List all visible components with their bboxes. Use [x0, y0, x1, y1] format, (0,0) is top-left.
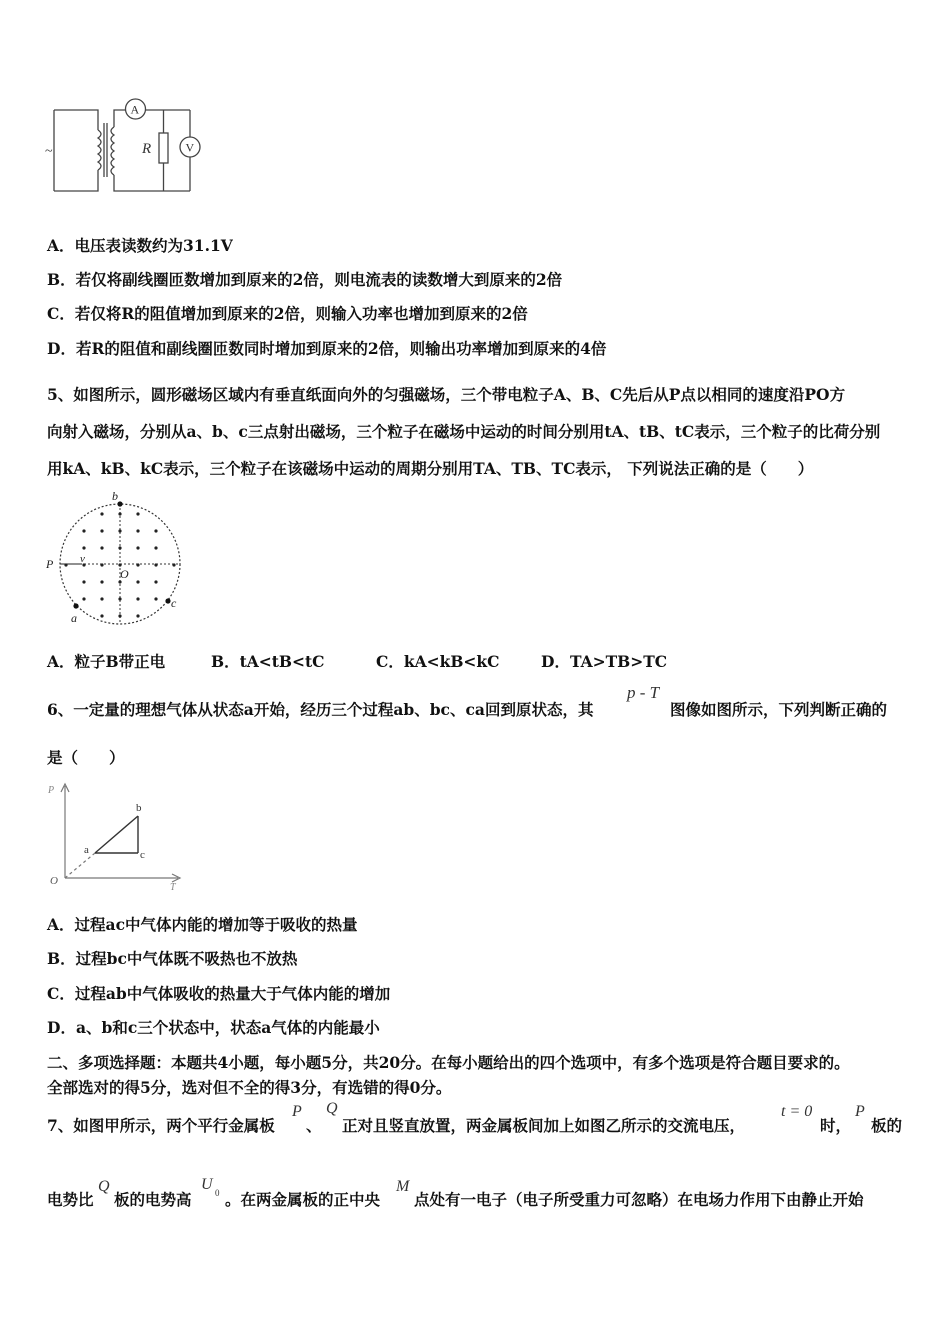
field-dot: [100, 529, 103, 532]
field-dot: [82, 580, 85, 583]
q5-option-a: A．粒子B带正电: [47, 652, 166, 671]
ammeter-label: A: [130, 102, 140, 117]
q7-plate-q-2: Q: [98, 1178, 110, 1195]
q5-option-b: B．tA<tB<tC: [211, 652, 325, 671]
q7-voltage-subscript: 0: [215, 1188, 220, 1198]
field-dot: [100, 546, 103, 549]
field-dot: [136, 529, 139, 532]
field-dot: [136, 614, 139, 617]
field-dot: [118, 546, 121, 549]
q6-option-d: D．a、b和c三个状态中，状态a气体的内能最小: [47, 1018, 380, 1037]
field-dot: [100, 614, 103, 617]
point-c-marker: [165, 598, 170, 603]
graph-origin-label: O: [50, 875, 58, 887]
q4-option-d: D．若R的阻值和副线圈匝数同时增加到原来的2倍，则输出功率增加到原来的4倍: [47, 339, 607, 358]
q7-time-zero: t = 0: [781, 1103, 813, 1120]
field-dot: [154, 529, 157, 532]
resistor-label: R: [142, 141, 152, 157]
ac-source-symbol: ~: [45, 144, 53, 159]
q7-stem-part3: 时，: [820, 1116, 852, 1135]
q7-plate-q: Q: [326, 1100, 338, 1117]
p-t-graph-figure: [40, 778, 190, 893]
voltmeter-label: V: [185, 140, 195, 155]
section2-heading-line2: 全部选对的得5分，选对但不全的得3分，有选错的得0分。: [47, 1078, 452, 1097]
q6-option-b: B．过程bc中气体既不吸热也不放热: [47, 949, 298, 968]
field-dot: [82, 546, 85, 549]
q5-option-d: D．TA>TB>TC: [541, 652, 668, 671]
field-dot: [100, 597, 103, 600]
q6-stem-line1a: 6、一定量的理想气体从状态a开始，经历三个过程ab、bc、ca回到原状态，其: [47, 700, 594, 719]
state-c-label: c: [140, 849, 145, 861]
field-dot: [118, 614, 121, 617]
q4-option-a: A．电压表读数约为31.1V: [47, 236, 233, 255]
field-dot: [118, 512, 121, 515]
field-dot: [136, 512, 139, 515]
field-dot: [154, 563, 157, 566]
q7-plate-p: P: [292, 1103, 302, 1120]
q6-stem-line1b: 图像如图所示，下列判断正确的: [670, 700, 888, 719]
q7-line2-part2: 板的电势高: [114, 1190, 192, 1209]
point-o-label: O: [120, 567, 129, 581]
q5-stem-line2: 向射入磁场，分别从a、b、c三点射出磁场，三个粒子在磁场中运动的时间分别用tA、tB、tC表示，三个粒子的比荷分别: [47, 422, 881, 441]
field-dot: [100, 563, 103, 566]
q7-stem-part2: 正对且竖直放置，两金属板间加上如图乙所示的交流电压，: [342, 1116, 746, 1135]
field-dot: [136, 597, 139, 600]
point-b-marker: [117, 501, 122, 506]
magnetic-field-figure: [40, 488, 190, 628]
point-b-label: b: [112, 489, 118, 503]
field-dot: [136, 563, 139, 566]
field-dot: [136, 546, 139, 549]
q7-plate-p-2: P: [855, 1103, 865, 1120]
field-dot: [154, 597, 157, 600]
field-dot: [172, 563, 175, 566]
velocity-label: v: [80, 553, 85, 565]
state-a-label: a: [84, 844, 89, 856]
q5-stem-line3: 用kA、kB、kC表示，三个粒子在该磁场中运动的周期分别用TA、TB、TC表示， 下列说法正确的是（ ）: [47, 459, 814, 478]
section2-heading-line1: 二、多项选择题：本题共4小题，每小题5分，共20分。在每小题给出的四个选项中，有多个选项是符合题目要求的。: [47, 1053, 850, 1072]
q7-separator: 、: [306, 1116, 322, 1135]
q5-option-c: C．kA<kB<kC: [376, 652, 500, 671]
point-c-label: c: [171, 596, 177, 610]
q6-option-a: A．过程ac中气体内能的增加等于吸收的热量: [47, 915, 358, 934]
q6-formula-pt: p - T: [627, 683, 660, 702]
q6-stem-line2: 是（ ）: [47, 748, 125, 767]
state-b-label: b: [136, 802, 142, 814]
field-dot: [136, 580, 139, 583]
q4-option-c: C．若仅将R的阻值增加到原来的2倍，则输入功率也增加到原来的2倍: [47, 304, 528, 323]
q7-line2-part4: 点处有一电子（电子所受重力可忽略）在电场力作用下由静止开始: [414, 1190, 864, 1209]
q6-option-c: C．过程ab中气体吸收的热量大于气体内能的增加: [47, 984, 391, 1003]
q7-line2-part3: 。在两金属板的正中央: [225, 1190, 381, 1209]
q7-voltage-u: U: [201, 1176, 213, 1193]
field-dot: [100, 580, 103, 583]
field-dot: [154, 580, 157, 583]
field-dot: [100, 512, 103, 515]
field-dot: [118, 597, 121, 600]
transformer-circuit-figure: [40, 95, 220, 200]
field-dot: [118, 529, 121, 532]
point-p-label: P: [46, 557, 54, 571]
point-a-label: a: [71, 611, 77, 625]
graph-y-axis-label: P: [48, 785, 55, 796]
field-dot: [82, 597, 85, 600]
q5-stem-line1: 5、如图所示，圆形磁场区域内有垂直纸面向外的匀强磁场，三个带电粒子A、B、C先后从P点以相同的速度沿PO方: [47, 385, 846, 404]
q7-line2-part1: 电势比: [47, 1190, 94, 1209]
graph-x-axis-label: T: [170, 882, 176, 893]
field-dot: [154, 546, 157, 549]
q4-option-b: B．若仅将副线圈匝数增加到原来的2倍，则电流表的读数增大到原来的2倍: [47, 270, 563, 289]
point-a-marker: [73, 603, 78, 608]
q7-stem-part4: 板的: [871, 1116, 903, 1135]
field-dot: [82, 529, 85, 532]
q7-stem-part1: 7、如图甲所示，两个平行金属板: [47, 1116, 275, 1135]
q7-point-m: M: [396, 1178, 410, 1195]
